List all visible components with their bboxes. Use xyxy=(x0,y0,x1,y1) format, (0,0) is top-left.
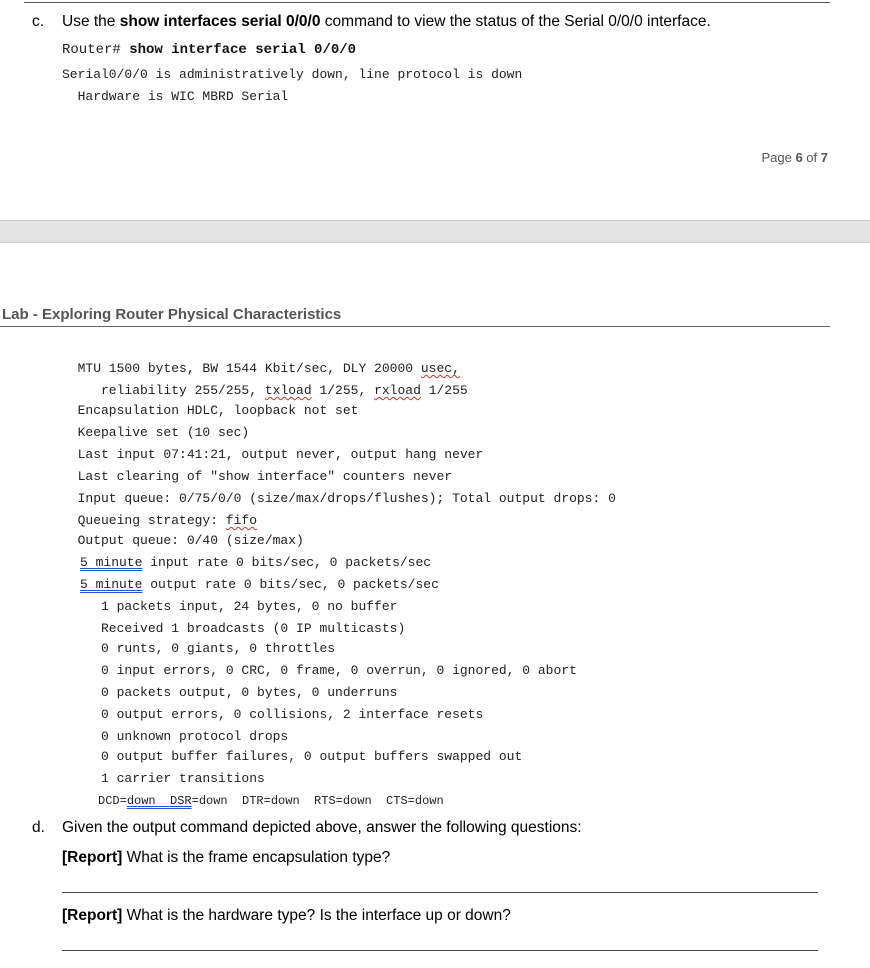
step-c-letter: c. xyxy=(32,13,45,30)
output-line-packets-input: 1 packets input, 24 bytes, 0 no buffer xyxy=(62,599,398,614)
output-line-output-errors: 0 output errors, 0 collisions, 2 interface resets xyxy=(62,707,484,722)
output-line-queueing: Queueing strategy: fifo xyxy=(62,513,258,528)
page-number: Page 6 of 7 xyxy=(761,150,828,165)
output-line-runts: 0 runts, 0 giants, 0 throttles xyxy=(62,641,336,656)
question-hardware: [Report] What is the hardware type? Is the interface up or down? xyxy=(62,907,511,924)
output-line-carrier: 1 carrier transitions xyxy=(62,771,265,786)
report-tag: [Report] xyxy=(62,849,123,866)
step-c-command: show interfaces serial 0/0/0 xyxy=(119,13,321,30)
page-break xyxy=(0,220,870,243)
output-line-packets-output: 0 packets output, 0 bytes, 0 underruns xyxy=(62,685,398,700)
answer-line-1[interactable] xyxy=(62,892,818,893)
output-line-last-input: Last input 07:41:21, output never, output hang never xyxy=(62,447,484,462)
step-d-instruction: Given the output command depicted above, answer the following questions: xyxy=(62,819,582,836)
router-prompt xyxy=(62,42,356,58)
output-line-input-rate: 5 minute input rate 0 bits/sec, 0 packets/sec xyxy=(80,555,432,570)
lab-header-rule xyxy=(0,326,830,327)
output-line-input-queue: Input queue: 0/75/0/0 (size/max/drops/flushes); Total output drops: 0 xyxy=(62,491,616,506)
output-line-reliability: reliability 255/255, txload 1/255, rxload 1/255 xyxy=(62,383,468,398)
output-line-buffer-failures: 0 output buffer failures, 0 output buffers swapped out xyxy=(62,749,523,764)
output-line-output-rate: 5 minute output rate 0 bits/sec, 0 packets/sec xyxy=(80,577,439,592)
lab-header: Lab - Exploring Router Physical Characteristics xyxy=(2,306,342,323)
answer-line-2[interactable] xyxy=(62,950,818,951)
report-tag: [Report] xyxy=(62,907,123,924)
prompt-host: Router# xyxy=(62,42,130,58)
output-line-broadcasts: Received 1 broadcasts (0 IP multicasts) xyxy=(62,621,406,636)
output-line-encapsulation: Encapsulation HDLC, loopback not set xyxy=(62,403,359,418)
step-c-instruction: Use the show interfaces serial 0/0/0 command to view the status of the Serial 0/0/0 interface. xyxy=(62,13,711,30)
output-line-output-queue: Output queue: 0/40 (size/max) xyxy=(62,533,304,548)
output-line-input-errors: 0 input errors, 0 CRC, 0 frame, 0 overrun, 0 ignored, 0 abort xyxy=(62,663,577,678)
output-line-unknown-protocol: 0 unknown protocol drops xyxy=(62,729,289,744)
output-line-signals: DCD=down DSR=down DTR=down RTS=down CTS=down xyxy=(62,794,444,808)
prompt-command: show interface serial 0/0/0 xyxy=(129,42,357,58)
output-line-last-clearing: Last clearing of "show interface" counters never xyxy=(62,469,453,484)
output-line-keepalive: Keepalive set (10 sec) xyxy=(62,425,250,440)
question-encapsulation: [Report] What is the frame encapsulation type? xyxy=(62,849,391,866)
output-line-status: Serial0/0/0 is administratively down, line protocol is down xyxy=(62,67,523,82)
output-line-mtu: MTU 1500 bytes, BW 1544 Kbit/sec, DLY 20000 usec, xyxy=(62,361,460,376)
output-line-hardware: Hardware is WIC MBRD Serial xyxy=(62,89,289,104)
top-rule xyxy=(24,2,830,3)
step-d-letter: d. xyxy=(32,819,45,836)
